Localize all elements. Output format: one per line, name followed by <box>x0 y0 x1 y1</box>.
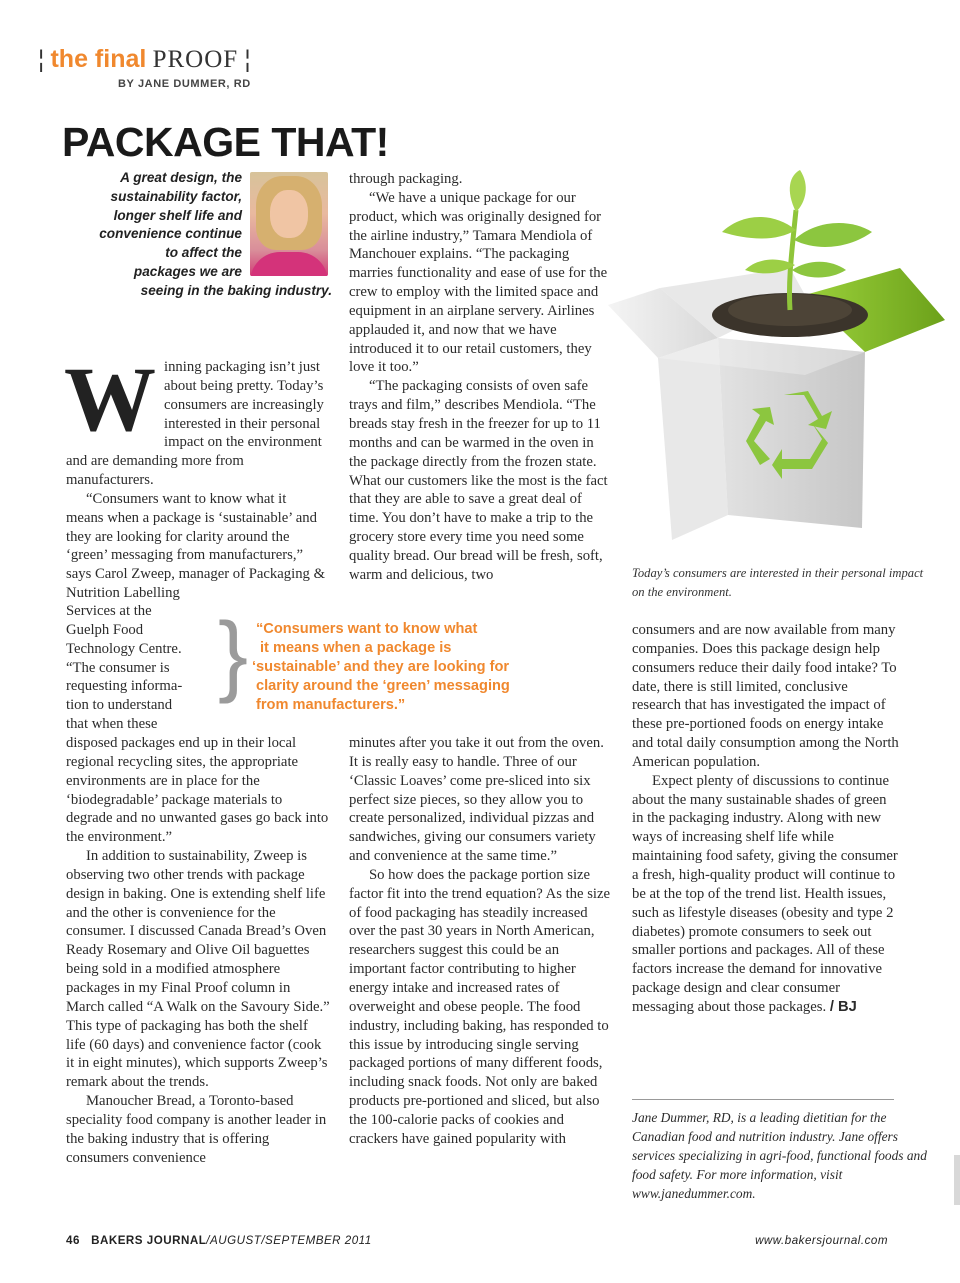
author-photo <box>250 172 328 276</box>
intro-line: packages we are <box>133 263 242 279</box>
column-1-top <box>64 348 326 603</box>
intro-line: A great design, the <box>120 170 242 185</box>
paragraph: “The packaging consists of oven safe trays and film,” describes Mendiola. “The breads stay fresh in the freezer for up to 11 months and can be warmed in the oven in the package directly from the frozen state. What our customers like the most is the fact that they are able to save a great deal of time. You don’t have to make a trip to the grocery store every time you need some quality bread. Our bread will be fresh, soft, warm and delicious, two <box>349 378 608 583</box>
paragraph: minutes after you take it out from the oven. It is really easy to handle. Three of our ‘Classic Loaves’ come pre-sliced into six perfect size pieces, so they allow you to create personalized, individual pizzas and sandwiches, giving our consumers variety and convenience at the same time.” <box>349 735 604 865</box>
line: that when these <box>66 716 158 733</box>
line: tion to understand <box>66 697 173 714</box>
header-bar-right: ¦ <box>244 46 251 73</box>
paragraph: through packaging. <box>349 171 463 187</box>
column-2-bottom <box>349 734 615 1149</box>
paragraph-text: Expect plenty of discussions to continue about the many sustainable shades of green in the packaging industry. Along with new ways of increasing shelf life while maintaining food safety, giving the consumer a fresh, high-quality product will continue to be at the top of the trend list. Health issues, such as lifestyle diseases (obesity and type 2 diabetes) promote consumers to seek out smaller portions and packages. All of these factors increase the demand for innovative package design and clear consumer messaging about those packages. <box>632 772 898 1015</box>
line: Guelph Food <box>66 621 144 638</box>
intro-line: to affect the <box>165 245 242 261</box>
section-header <box>38 44 251 75</box>
issue-date: /AUGUST/SEPTEMBER 2011 <box>206 1234 372 1247</box>
column-2-top <box>349 170 615 585</box>
page-number: 46 <box>66 1234 80 1247</box>
paragraph: disposed packages end up in their local regional recycling sites, the appropriate environments are in place for the ‘biodegradable’ package materials to degrade and no unwanted gases go back into the environment.” <box>66 735 329 846</box>
section-name-prefix: the final <box>50 45 147 73</box>
section-name-suffix: PROOF <box>152 46 239 73</box>
image-caption: Today’s consumers are interested in their personal impact on the environment. <box>632 566 924 599</box>
paragraph <box>632 772 900 1017</box>
recycle-box-illustration <box>600 170 960 550</box>
headline: PACKAGE THAT! <box>62 119 389 165</box>
paragraph: “We have a unique package for our product, which was originally designed for the airline industry,” Tamara Mendiola of Manchouer explains. “The packaging marries functionality and ease of use for the crew to employ with the limited space and equipment in an airplane servery. Airlines applauded it, and now that we have introduced it to our retail customers, they love it too.” <box>349 189 608 376</box>
pull-quote-line: it means when a package is <box>260 639 452 656</box>
column-1-bottom <box>66 734 330 1167</box>
line: Services at the <box>66 603 152 619</box>
page-edge-tab <box>954 1155 960 1205</box>
paragraph: In addition to sustainability, Zweep is observing two other trends with package design in baking. One is extending shelf life and the other is convenience for the consumer. I discussed Canada Bread’s Oven Ready Rosemary and Olive Oil baguettes being sold in a modified atmosphere packages in my Final Proof column in March called “A Walk on the Savoury Side.” This type of packaging has both the shelf life (60 days) and convenience factor (cook it in eight minutes), which supports Zweep’s remark about the trends. <box>66 848 330 1091</box>
intro-line: convenience continue <box>99 226 242 242</box>
intro-line: longer shelf life and <box>113 207 242 223</box>
divider <box>632 1099 894 1100</box>
paragraph: consumers and are now available from many companies. Does this package design help consumers reduce their daily food intake? To date, there is still limited, conclusive research that has investigated the impact of these pre-portioned foods on energy intake and total daily consumption among the North American population. <box>632 622 899 770</box>
footer-left <box>66 1234 372 1247</box>
drop-cap: W <box>64 348 156 450</box>
pull-quote-line: clarity around the ‘green’ messaging <box>256 677 510 694</box>
brace-icon: } <box>218 605 249 705</box>
signoff: / BJ <box>829 998 857 1015</box>
footer-url: www.bakersjournal.com <box>755 1234 888 1247</box>
author-bio: Jane Dummer, RD, is a leading dietitian for the Canadian food and nutrition industry. Jane offers services specializing in agri-food, functional foods and food safety. For more information, visit www.janedummer.com. <box>632 1110 927 1201</box>
pull-quote-line: “Consumers want to know what <box>256 621 478 637</box>
pull-quote-line: ‘sustainable’ and they are looking for <box>252 658 510 675</box>
paragraph: Manoucher Bread, a Toronto-based speciality food company is another leader in the baking industry that is offering consumers convenience <box>66 1093 327 1166</box>
magazine-name: BAKERS JOURNAL <box>91 1234 207 1247</box>
line: requesting informa- <box>66 678 183 695</box>
line: Technology Centre. <box>66 640 182 657</box>
header-bar-left: ¦ <box>38 46 45 73</box>
paragraph: inning packaging isn’t just about being pretty. Today’s consumers are increasingly interested in their personal impact on the environment and are demanding more from manufacturers. <box>66 359 324 489</box>
column-3 <box>632 621 900 1017</box>
paragraph: “Consumers want to know what it means when a package is ‘sustainable’ and they are looking for clarity around the ‘green’ messaging from manufacturers,” says Carol Zweep, manager of Packaging & Nutrition Labelling <box>66 490 325 602</box>
intro-line: sustainability factor, <box>110 188 242 204</box>
byline: BY JANE DUMMER, RD <box>118 78 251 90</box>
column-1-wrap <box>66 602 216 734</box>
line: “The consumer is <box>66 659 170 676</box>
paragraph: So how does the package portion size factor fit into the trend equation? As the size of food packaging has steadily increased over the past 30 years in North American, researchers suggest this could be an important factor contributing to higher energy intake and increased rates of overweight and obese people. The food industry, including baking, has responded to this issue by introducing single serving packaged portions of many different foods, including snack foods. Not only are baked products pre-portioned and sliced, but also the 100-calorie packs of cookies and crackers have gained popularity with <box>349 866 611 1147</box>
pull-quote-line: from manufacturers.” <box>256 696 406 713</box>
intro-line: seeing in the baking industry. <box>140 282 332 298</box>
